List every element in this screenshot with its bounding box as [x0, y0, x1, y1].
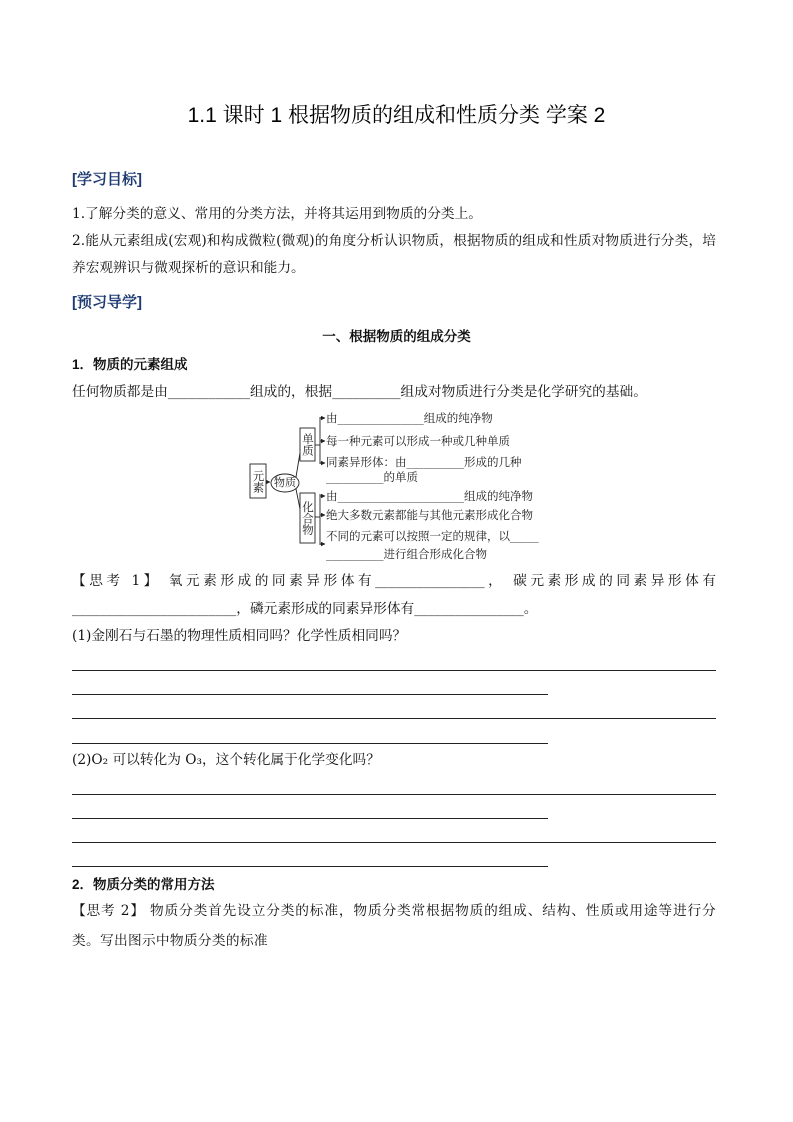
answer-line: [72, 842, 716, 843]
answer-line: [72, 794, 716, 795]
diagram-compound-item: 不同的元素可以按照一定的规律，以_____: [326, 529, 539, 543]
objective-item-1: 1.了解分类的意义、常用的分类方法，并将其运用到物质的分类上。: [72, 206, 482, 222]
diagram-root-label: 元素: [251, 469, 266, 493]
answer-line: [72, 718, 716, 719]
answer-line: [72, 670, 716, 671]
diagram-compound-item: __________进行组合形成化合物: [326, 547, 487, 561]
diagram-simple-item: 每一种元素可以形成一种或几种单质: [326, 434, 510, 448]
think-2-prompt: 【思考 2】 物质分类首先设立分类的标准，物质分类常根据物质的组成、结构、性质或用途等进行分类。写出图示中物质分类的标准: [72, 903, 716, 949]
section-heading-preview: [预习导学]: [72, 294, 142, 311]
page-title: 1.1 课时 1 根据物质的组成和性质分类 学案 2: [187, 104, 606, 127]
answer-line: [72, 818, 548, 819]
answer-line: [72, 866, 548, 867]
diagram-simple-label: 单质: [301, 433, 315, 456]
diagram-center-label: 物质: [274, 476, 296, 489]
think-1-question-1: (1)金刚石与石墨的物理性质相同吗？化学性质相同吗？: [72, 628, 407, 644]
diagram-simple-item: __________的单质: [326, 470, 418, 484]
diagram-simple-item: 同素异形体：由__________形成的几种: [326, 455, 522, 469]
diagram-compound-item: 绝大多数元素都能与其他元素形成化合物: [326, 508, 533, 522]
think-1-question-2: (2)O₂ 可以转化为 O₃，这个转化属于化学变化吗？: [72, 752, 380, 768]
think-1-prompt: 【思考 1】 氧元素形成的同素异形体有________________， 碳元素形成的同素异形体有________________________，磷元素形成的同素异形体有________________。: [72, 573, 716, 617]
fill-in-sentence: 任何物质都是由____________组成的，根据__________组成对物质进行分类是化学研究的基础。: [72, 384, 647, 400]
diagram-simple-item: 由_______________组成的纯净物: [326, 411, 493, 425]
diagram-compound-label: 化合物: [301, 500, 315, 536]
subsection-title-element-composition: 1．物质的元素组成: [72, 357, 188, 372]
part-title: 一、根据物质的组成分类: [322, 329, 471, 344]
subsection-title-methods: 2．物质分类的常用方法: [72, 877, 215, 892]
diagram-compound-item: 由______________________组成的纯净物: [326, 489, 533, 503]
section-heading-objectives: [学习目标]: [72, 171, 142, 188]
objective-item-2: 2.能从元素组成(宏观)和构成微粒(微观)的角度分析认识物质，根据物质的组成和性质对物质进行分类，培养宏观辨识与微观探析的意识和能力。: [72, 233, 716, 276]
answer-line: [72, 694, 548, 695]
answer-line: [72, 743, 548, 744]
classification-diagram: [245, 405, 555, 570]
